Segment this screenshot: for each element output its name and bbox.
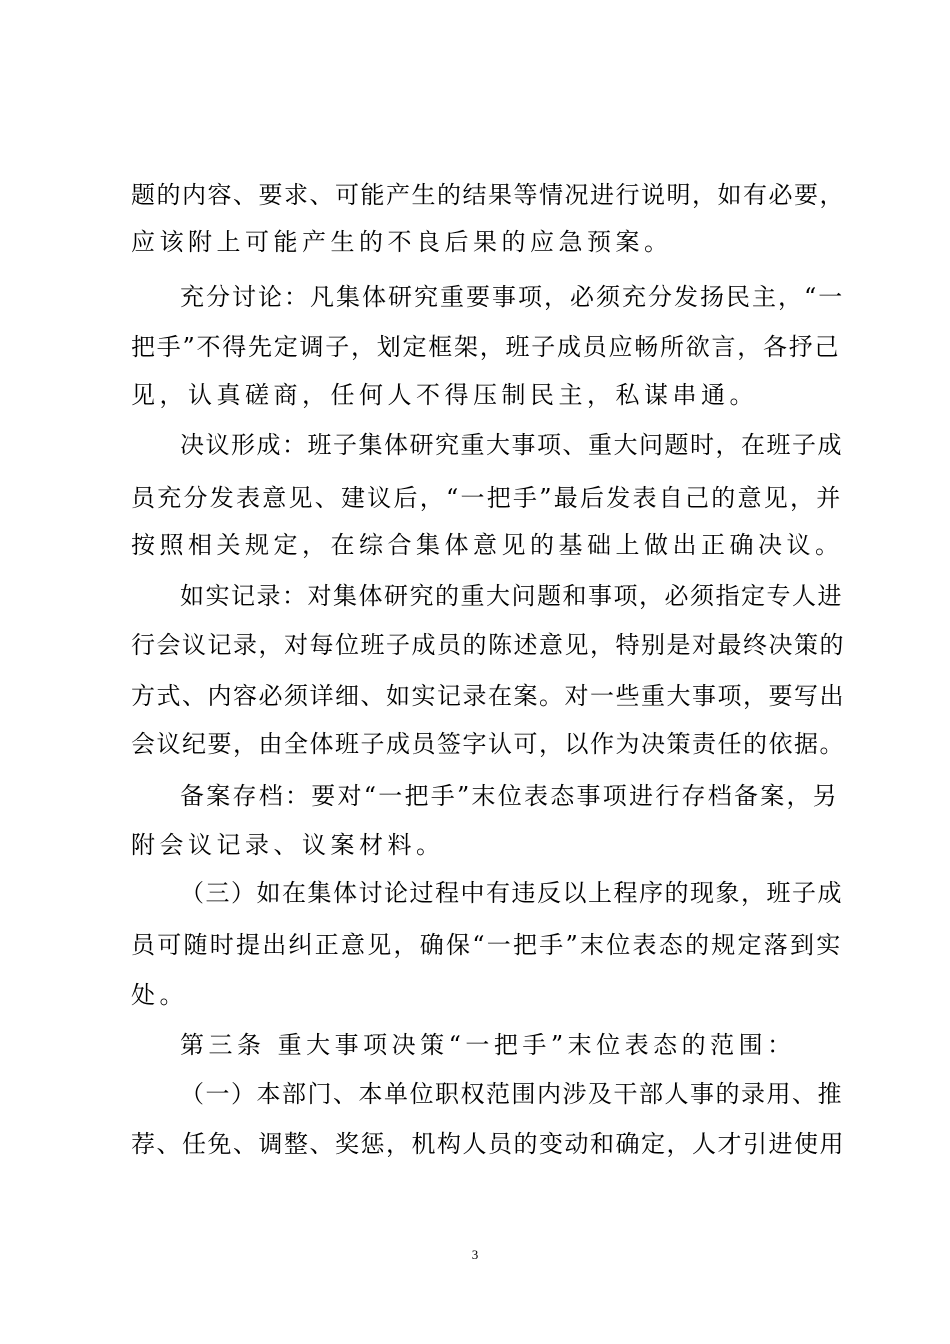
paragraph-first-line: （一）本部门、本单位职权范围内涉及干部人事的录用、推 bbox=[180, 1080, 843, 1108]
article-heading: 第三条 重大事项决策“一把手”末位表态的范围： bbox=[180, 1031, 796, 1059]
paragraph-first-line: 如实记录：对集体研究的重大问题和事项，必须指定专人进 bbox=[180, 582, 843, 610]
body-text-line: 处。 bbox=[131, 981, 188, 1009]
body-text-line: 员充分发表意见、建议后，“一把手”最后发表自己的意见，并 bbox=[131, 484, 843, 512]
paragraph-first-line: 决议形成：班子集体研究重大事项、重大问题时，在班子成 bbox=[180, 431, 843, 459]
paragraph-first-line: 备案存档：要对“一把手”末位表态事项进行存档备案，另 bbox=[180, 782, 840, 810]
body-text-line: 把手”不得先定调子，划定框架，班子成员应畅所欲言，各抒己 bbox=[131, 333, 841, 361]
body-text-line: 题的内容、要求、可能产生的结果等情况进行说明，如有必要， bbox=[131, 181, 845, 209]
body-text-line: 应该附上可能产生的不良后果的应急预案。 bbox=[131, 228, 673, 256]
paragraph-first-line: （三）如在集体讨论过程中有违反以上程序的现象，班子成 bbox=[180, 879, 843, 907]
body-text-line: 附会议记录、议案材料。 bbox=[131, 831, 445, 859]
page-number: 3 bbox=[471, 1247, 479, 1262]
body-text-line: 行会议记录，对每位班子成员的陈述意见，特别是对最终决策的 bbox=[131, 631, 845, 659]
body-text-line: 见，认真磋商，任何人不得压制民主，私谋串通。 bbox=[131, 381, 758, 409]
body-text-line: 员可随时提出纠正意见，确保“一把手”末位表态的规定落到实 bbox=[131, 931, 843, 959]
body-text-line: 方式、内容必须详细、如实记录在案。对一些重大事项，要写出 bbox=[131, 682, 845, 710]
body-text-line: 按照相关规定，在综合集体意见的基础上做出正确决议。 bbox=[131, 531, 844, 559]
body-text-line: 荐、任免、调整、奖惩，机构人员的变动和确定，人才引进使用 bbox=[131, 1130, 845, 1158]
body-text-line: 会议纪要，由全体班子成员签字认可，以作为决策责任的依据。 bbox=[131, 730, 845, 758]
paragraph-first-line: 充分讨论：凡集体研究重要事项，必须充分发扬民主，“一 bbox=[180, 283, 845, 311]
